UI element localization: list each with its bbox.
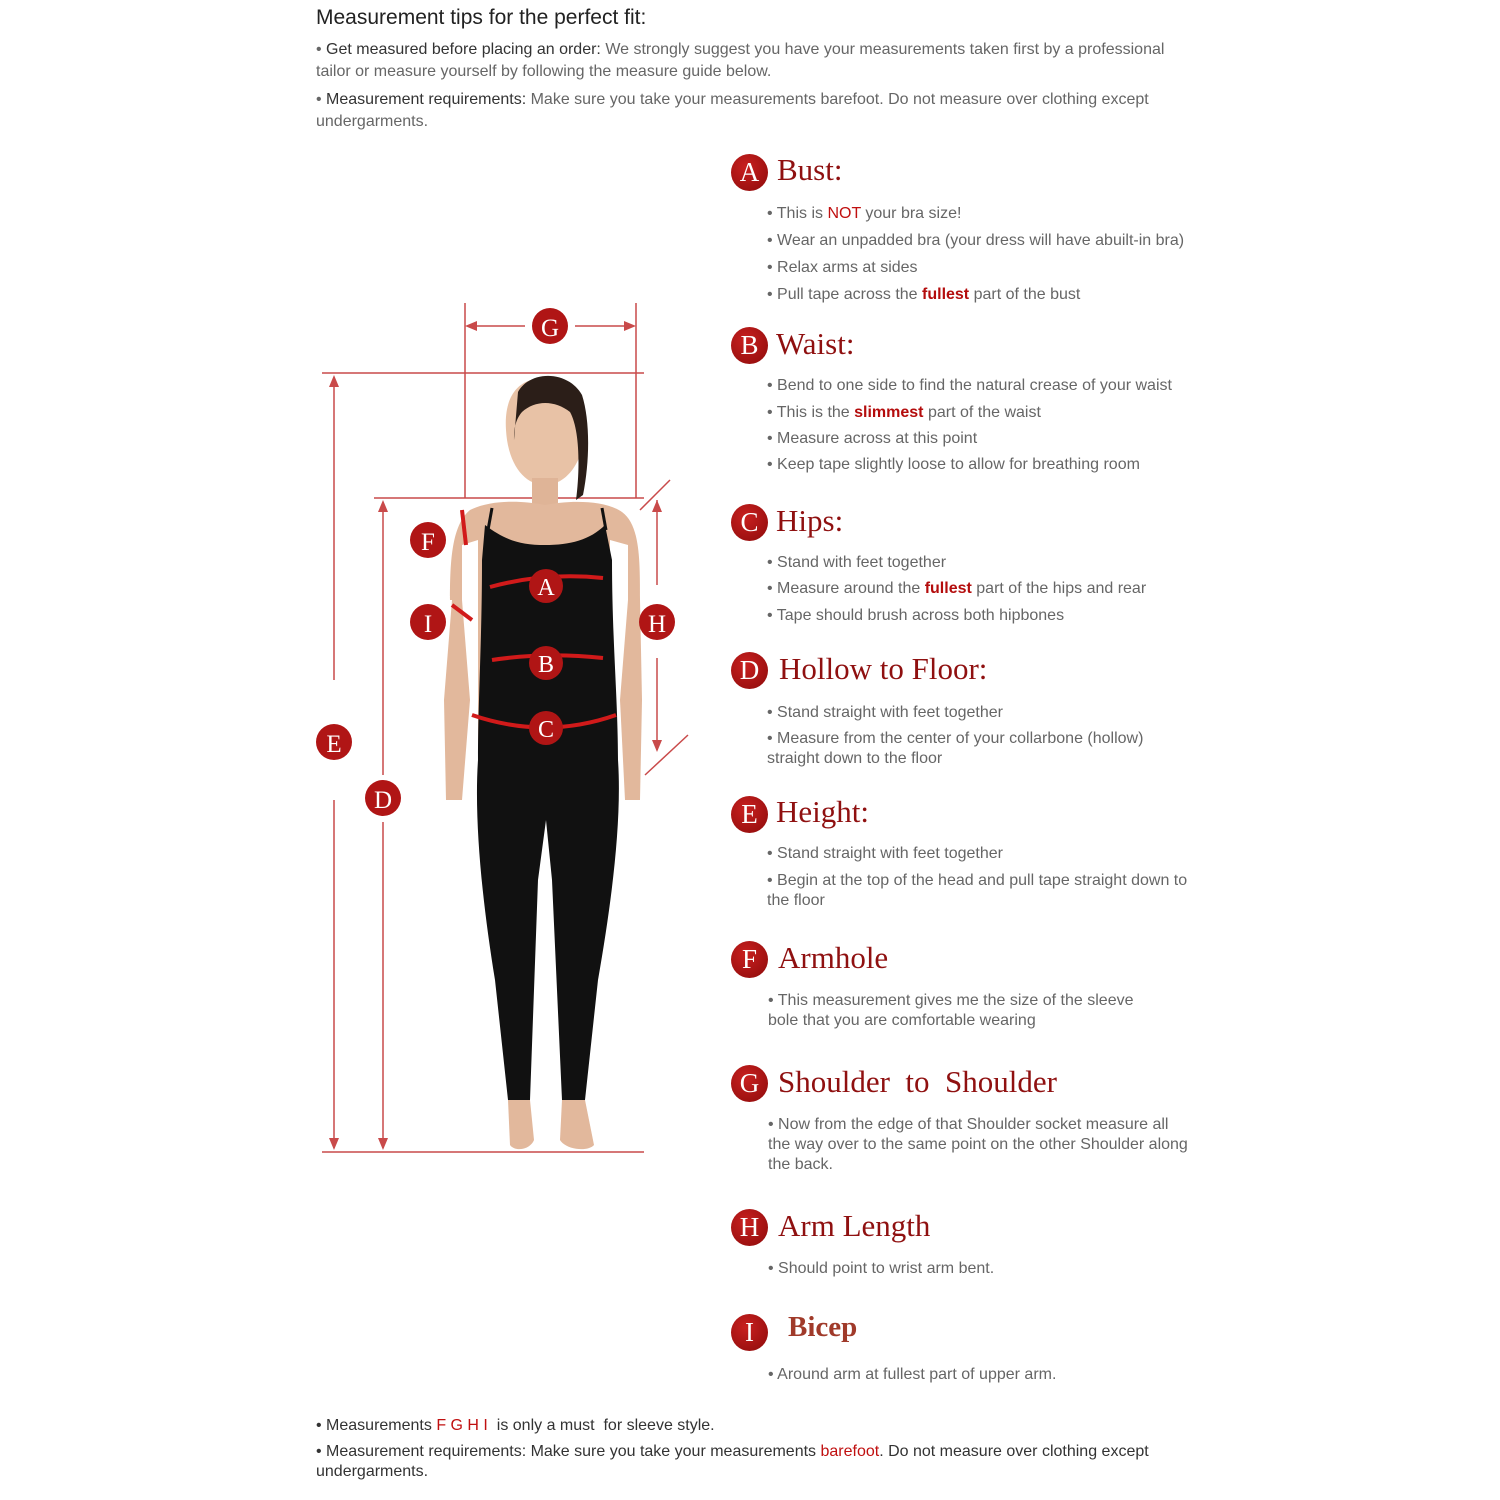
diagram-label-f — [410, 522, 446, 558]
hips-bullet-3: • Tape should brush across both hipbones — [767, 607, 1065, 624]
section-title-hips: Hips: — [776, 503, 844, 538]
section-title-shoulder: Shoulder to Shoulder — [778, 1064, 1057, 1099]
tip-2-label: Measurement requirements: — [326, 91, 527, 108]
svg-text:F: F — [421, 529, 435, 556]
model-figure — [444, 376, 642, 1149]
badge-c: C — [731, 504, 768, 541]
badge-b: B — [731, 327, 768, 364]
waist-bullet-2: • This is the slimmest part of the waist — [767, 404, 1041, 421]
hips-bullet-2: • Measure around the fullest part of the hips and rear — [767, 580, 1147, 597]
svg-text:I: I — [423, 611, 433, 638]
diagram-label-b — [529, 646, 563, 680]
diagram-label-d — [365, 780, 401, 816]
tip-1: • Get measured before placing an order: We strongly suggest you have your measurements taken first by a professional tailor or measure yourself by following the measure guide below. — [316, 41, 1165, 80]
badge-g: G — [731, 1065, 768, 1102]
shoulder-bullet-1: • Now from the edge of that Shoulder socket measure all the way over to the same point on the other Shoulder along the back. — [768, 1116, 1188, 1173]
diagram-label-i — [410, 604, 446, 640]
arm-length-bullet-1: • Should point to wrist arm bent. — [768, 1260, 995, 1277]
svg-text:E: E — [326, 731, 342, 758]
svg-text:G: G — [540, 315, 560, 342]
tip-2: • Measurement requirements: Make sure you take your measurements barefoot. Do not measure over clothing except undergarments. — [316, 91, 1149, 130]
waist-bullet-3: • Measure across at this point — [767, 430, 978, 447]
armhole-bullet-1: • This measurement gives me the size of the sleeve bole that you are comfortable wearing — [768, 992, 1134, 1029]
waist-bullet-1: • Bend to one side to find the natural crease of your waist — [767, 377, 1172, 394]
diagram-label-c — [529, 711, 563, 745]
svg-text:B: B — [537, 652, 555, 678]
height-bullet-1: • Stand straight with feet together — [767, 845, 1003, 862]
footer-note-1: • Measurements F G H I is only a must for sleeve style. — [316, 1417, 715, 1434]
diagram-label-h — [639, 604, 675, 640]
tip-1-text: We strongly suggest you have your measurements taken first by a professional tailor or measure yourself by following the measure guide below. — [316, 41, 1165, 80]
badge-i: I — [731, 1314, 768, 1351]
diagram-label-e — [316, 724, 352, 760]
svg-text:A: A — [537, 575, 555, 601]
tip-2-text: Make sure you take your measurements barefoot. Do not measure over clothing except undergarments. — [316, 91, 1149, 130]
bicep-bullet-1: • Around arm at fullest part of upper arm. — [768, 1366, 1057, 1383]
section-title-height: Height: — [776, 794, 869, 829]
section-title-armhole: Armhole — [778, 940, 889, 975]
section-title-arm-length: Arm Length — [778, 1208, 931, 1243]
hollow-bullet-1: • Stand straight with feet together — [767, 704, 1003, 721]
hollow-bullet-2: • Measure from the center of your collarbone (hollow) straight down to the floor — [767, 730, 1144, 767]
section-title-hollow: Hollow to Floor: — [779, 651, 988, 686]
diagram-label-g — [532, 308, 568, 344]
badge-f: F — [731, 941, 768, 978]
section-title-bust: Bust: — [777, 152, 843, 187]
diagram-label-a — [529, 569, 563, 603]
badge-a: A — [731, 154, 768, 191]
footer-note-2: • Measurement requirements: Make sure you take your measurements barefoot. Do not measure over clothing except undergarments. — [316, 1443, 1149, 1480]
svg-text:C: C — [537, 717, 555, 743]
section-title-waist: Waist: — [776, 326, 855, 361]
svg-text:D: D — [373, 787, 393, 814]
waist-bullet-4: • Keep tape slightly loose to allow for breathing room — [767, 456, 1140, 473]
bust-bullet-1: • This is NOT your bra size! — [767, 205, 962, 222]
bust-bullet-3: • Relax arms at sides — [767, 259, 918, 276]
measurement-diagram — [300, 290, 710, 1170]
section-title-bicep: Bicep — [788, 1311, 858, 1343]
tip-1-label: Get measured before placing an order: — [326, 41, 601, 58]
height-bullet-2: • Begin at the top of the head and pull tape straight down to the floor — [767, 872, 1188, 909]
bust-bullet-2: • Wear an unpadded bra (your dress will have abuilt-in bra) — [767, 232, 1185, 249]
svg-text:H: H — [647, 611, 667, 638]
page-title: Measurement tips for the perfect fit: — [316, 6, 647, 29]
badge-h: H — [731, 1209, 768, 1246]
bust-bullet-4: • Pull tape across the fullest part of the bust — [767, 286, 1081, 303]
badge-e: E — [731, 796, 768, 833]
hips-bullet-1: • Stand with feet together — [767, 554, 947, 571]
badge-d: D — [731, 652, 768, 689]
